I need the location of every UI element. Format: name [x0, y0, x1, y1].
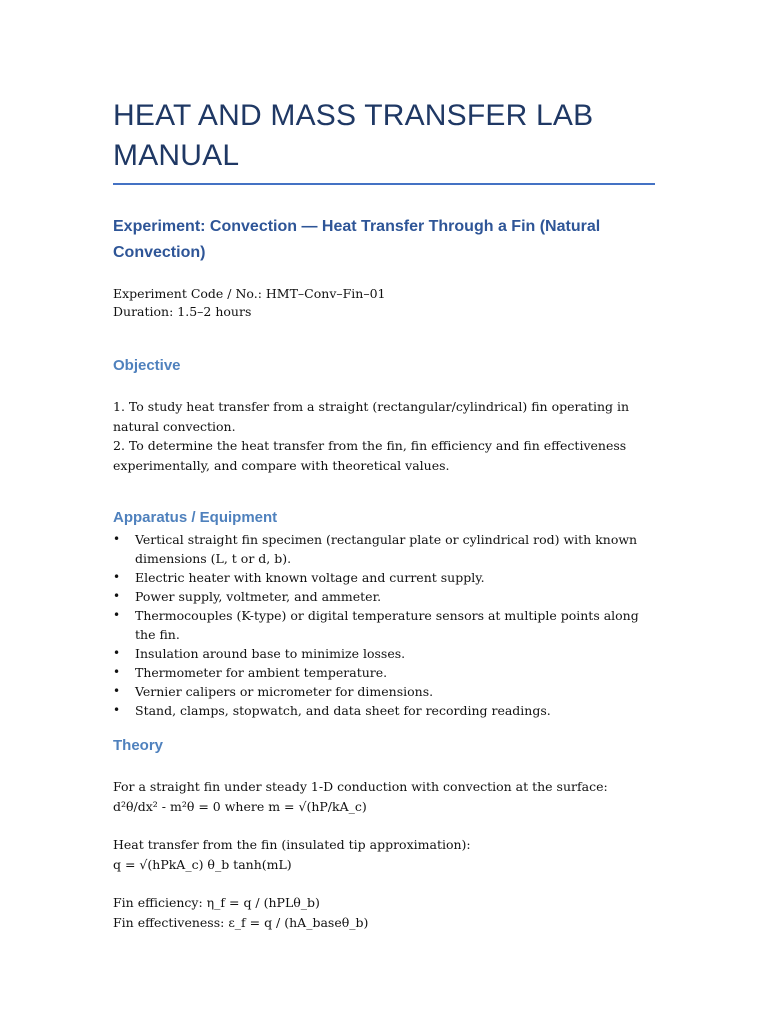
- experiment-heading-line-2: Convection): [113, 244, 206, 261]
- objective-list: [113, 397, 655, 475]
- apparatus-item: [113, 568, 655, 587]
- heat-transfer-label: Heat transfer from the fin (insulated tip approximation):: [113, 837, 471, 852]
- bullet-icon: •: [113, 570, 121, 584]
- apparatus-heading: Apparatus / Equipment: [113, 509, 278, 526]
- document-title: [113, 96, 655, 176]
- apparatus-item: [113, 644, 655, 663]
- experiment-heading: [113, 214, 655, 266]
- objective-item: 2. To determine the heat transfer from the fin, fin efficiency and fin effectiveness experimentally, and compare with theoretical values.: [113, 438, 627, 473]
- document-page: [113, 96, 655, 932]
- apparatus-item-text: Insulation around base to minimize losses.: [135, 646, 406, 661]
- bullet-icon: •: [113, 684, 121, 698]
- apparatus-item: [113, 701, 655, 720]
- theory-intro: For a straight fin under steady 1-D conduction with convection at the surface:: [113, 779, 608, 794]
- experiment-heading-line-1: Experiment: Convection — Heat Transfer Through a Fin (Natural: [113, 218, 601, 235]
- apparatus-item: [113, 663, 655, 682]
- title-underline: [113, 183, 655, 185]
- spacer: [113, 874, 655, 893]
- apparatus-item-text: Electric heater with known voltage and current supply.: [135, 570, 485, 585]
- apparatus-item: [113, 606, 655, 644]
- document-title-line-2: MANUAL: [113, 139, 240, 172]
- objective-item: 1. To study heat transfer from a straight (rectangular/cylindrical) fin operating in natural convection.: [113, 399, 630, 434]
- experiment-duration: Duration: 1.5–2 hours: [113, 304, 252, 319]
- apparatus-item-text: Vertical straight fin specimen (rectangular plate or cylindrical rod) with known dimensions (L, t or d, b).: [135, 532, 638, 566]
- apparatus-item: [113, 682, 655, 701]
- experiment-meta: [113, 285, 655, 321]
- bullet-icon: •: [113, 589, 121, 603]
- apparatus-item-text: Thermometer for ambient temperature.: [135, 665, 388, 680]
- experiment-code: Experiment Code / No.: HMT–Conv–Fin–01: [113, 286, 386, 301]
- apparatus-item-text: Vernier calipers or micrometer for dimensions.: [135, 684, 434, 699]
- bullet-icon: •: [113, 608, 121, 622]
- heat-transfer-equation: q = √(hPkA_c) θ_b tanh(mL): [113, 856, 292, 872]
- fin-effectiveness: Fin effectiveness: ε_f = q / (hA_baseθ_b): [113, 914, 369, 930]
- document-title-line-1: HEAT AND MASS TRANSFER LAB: [113, 99, 594, 132]
- theory-section: [113, 777, 655, 932]
- fin-efficiency: Fin efficiency: η_f = q / (hPLθ_b): [113, 895, 320, 910]
- bullet-icon: •: [113, 646, 121, 660]
- objective-heading: Objective: [113, 357, 181, 374]
- bullet-icon: •: [113, 532, 121, 546]
- apparatus-item: [113, 587, 655, 606]
- bullet-icon: •: [113, 665, 121, 679]
- apparatus-item: [113, 530, 655, 568]
- theory-heading: Theory: [113, 737, 164, 754]
- apparatus-item-text: Thermocouples (K-type) or digital temperature sensors at multiple points along the fin.: [135, 608, 639, 642]
- bullet-icon: •: [113, 703, 121, 717]
- apparatus-list: [113, 530, 655, 720]
- apparatus-item-text: Stand, clamps, stopwatch, and data sheet for recording readings.: [135, 703, 551, 718]
- spacer: [113, 816, 655, 835]
- fin-equation: d²θ/dx² - m²θ = 0 where m = √(hP/kA_c): [113, 798, 367, 814]
- apparatus-item-text: Power supply, voltmeter, and ammeter.: [135, 589, 382, 604]
